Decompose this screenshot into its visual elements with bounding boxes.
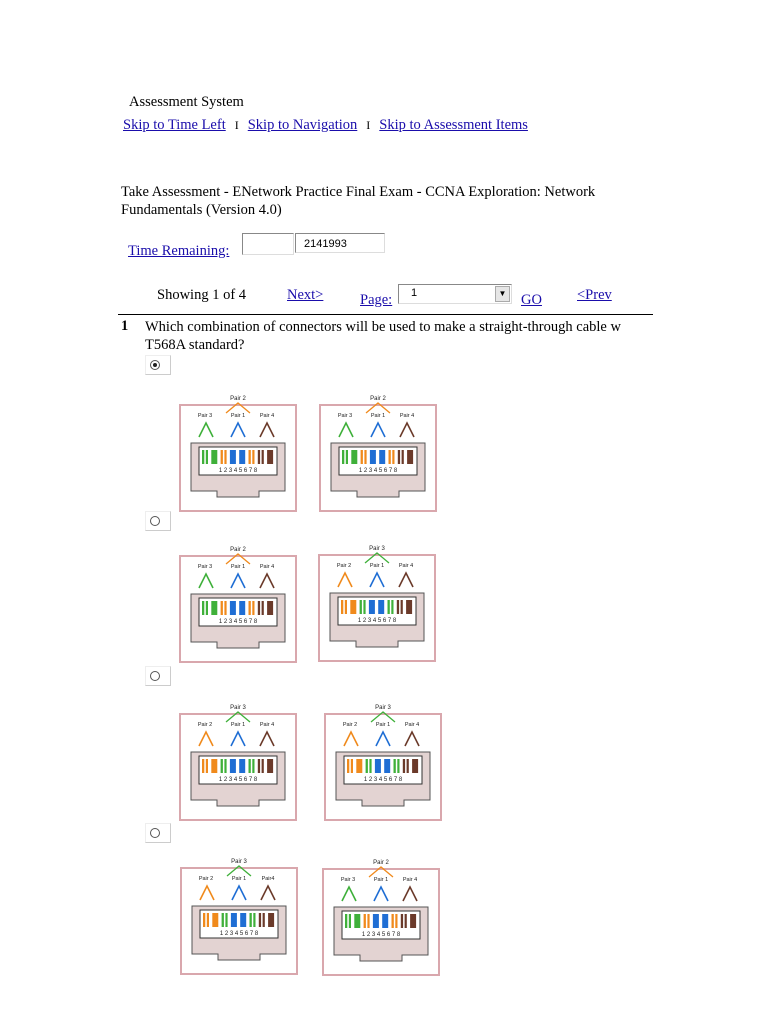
pin-wire	[412, 759, 418, 773]
pair-right-label: Pair 4	[402, 877, 418, 883]
pair-top-label: Pair 3	[230, 705, 246, 711]
pair-mid-label: Pair 1	[230, 722, 246, 728]
pin-stripe	[405, 759, 407, 773]
prev-link[interactable]: <Prev	[577, 287, 612, 303]
time-remaining-link[interactable]: Time Remaining:	[128, 243, 230, 259]
pin-stripe	[347, 914, 349, 928]
pair-left-label: Pair 3	[197, 413, 213, 419]
rj45-connector-image	[180, 856, 298, 976]
pin-stripe	[344, 450, 346, 464]
rj45-connector-image	[322, 857, 440, 977]
pair-mid-label: Pair 1	[369, 563, 385, 569]
option-radio-2[interactable]	[150, 516, 160, 526]
pair-right-label: Pair4	[261, 876, 275, 882]
pair-right-label: Pair 4	[259, 564, 275, 570]
rj45-connector-image	[179, 393, 297, 513]
pin-stripe	[366, 914, 368, 928]
pin-wire	[268, 913, 274, 927]
skip-to-navigation-link[interactable]: Skip to Navigation	[247, 117, 358, 133]
pin-wire	[384, 759, 390, 773]
option-radio-cell-4[interactable]	[145, 823, 171, 843]
pin-stripe	[261, 913, 263, 927]
time-remaining-value: 2141993	[295, 233, 385, 253]
pin-stripe	[399, 600, 401, 614]
rj45-connector-image	[179, 702, 297, 822]
question-text	[145, 318, 655, 354]
pin-wire	[373, 914, 379, 928]
pin-wire	[240, 913, 246, 927]
pair-right-label: Pair 4	[404, 722, 420, 728]
pin-wire	[350, 600, 356, 614]
system-title: Assessment System	[129, 94, 244, 110]
pin-wire	[369, 600, 375, 614]
link-separator: I	[234, 118, 239, 132]
pin-wire	[375, 759, 381, 773]
pin-wire	[406, 600, 412, 614]
pin-wire	[211, 450, 217, 464]
pin-numbers: 1 2 3 4 5 6 7 8	[219, 931, 259, 937]
pin-wire	[230, 759, 236, 773]
rj45-connector-image	[179, 544, 297, 664]
option-radio-4[interactable]	[150, 828, 160, 838]
pair-mid-label: Pair 1	[375, 722, 391, 728]
pin-wire	[239, 759, 245, 773]
pin-stripe	[251, 759, 253, 773]
pair-left-label: Pair 2	[198, 876, 214, 882]
question-text-line1: Which combination of connectors will be used to make a straight-through cable w	[145, 319, 621, 335]
pin-stripe	[252, 913, 254, 927]
pin-wire	[407, 450, 413, 464]
pin-stripe	[363, 450, 365, 464]
option-radio-3[interactable]	[150, 671, 160, 681]
pin-wire	[354, 914, 360, 928]
page-select-value: 1	[411, 287, 418, 299]
pin-stripe	[204, 759, 206, 773]
pair-right-label: Pair 4	[398, 563, 414, 569]
pin-stripe	[368, 759, 370, 773]
pair-right-label: Pair 4	[259, 413, 275, 419]
page-label-link[interactable]: Page:	[360, 292, 393, 308]
pair-left-label: Pair 3	[340, 877, 356, 883]
rj45-connector-image	[318, 543, 436, 663]
pin-numbers: 1 2 3 4 5 6 7 8	[218, 619, 258, 625]
pin-stripe	[223, 601, 225, 615]
pin-wire	[231, 913, 237, 927]
pin-wire	[370, 450, 376, 464]
pair-top-label: Pair 2	[230, 396, 246, 402]
option-radio-cell-3[interactable]	[145, 666, 171, 686]
showing-count: Showing 1 of 4	[157, 287, 247, 303]
pair-left-label: Pair 2	[336, 563, 352, 569]
pin-numbers: 1 2 3 4 5 6 7 8	[357, 618, 397, 624]
pin-wire	[351, 450, 357, 464]
rj45-connector-image	[324, 702, 442, 822]
pin-wire	[230, 450, 236, 464]
pin-wire	[410, 914, 416, 928]
pin-wire	[267, 601, 273, 615]
pin-stripe	[260, 759, 262, 773]
pin-stripe	[349, 759, 351, 773]
pair-mid-label: Pair 1	[230, 413, 246, 419]
pin-stripe	[343, 600, 345, 614]
pin-stripe	[204, 450, 206, 464]
pin-numbers: 1 2 3 4 5 6 7 8	[218, 468, 258, 474]
pair-top-label: Pair 3	[231, 859, 247, 865]
option-radio-cell-1[interactable]	[145, 355, 171, 375]
pin-stripe	[260, 450, 262, 464]
go-button[interactable]: GO	[521, 292, 542, 308]
pair-top-label: Pair 2	[370, 396, 386, 402]
pair-mid-label: Pair 1	[373, 877, 389, 883]
pair-top-label: Pair 2	[373, 860, 389, 866]
pin-stripe	[403, 914, 405, 928]
pin-stripe	[205, 913, 207, 927]
pin-numbers: 1 2 3 4 5 6 7 8	[361, 932, 401, 938]
pin-wire	[211, 601, 217, 615]
question-text-line2: T568A standard?	[145, 337, 245, 353]
pin-numbers: 1 2 3 4 5 6 7 8	[358, 468, 398, 474]
page-select[interactable]	[398, 284, 512, 304]
pin-stripe	[251, 601, 253, 615]
pin-wire	[382, 914, 388, 928]
pair-mid-label: Pair 1	[370, 413, 386, 419]
pin-numbers: 1 2 3 4 5 6 7 8	[363, 777, 403, 783]
pin-wire	[267, 759, 273, 773]
pair-right-label: Pair 4	[259, 722, 275, 728]
pin-stripe	[394, 914, 396, 928]
pin-stripe	[251, 450, 253, 464]
assessment-title: Take Assessment - ENetwork Practice Final Exam - CCNA Exploration: Network Fundamentals (Version 4.0)	[121, 184, 596, 218]
option-radio-1[interactable]	[150, 360, 160, 370]
divider	[118, 314, 653, 315]
time-display-box	[242, 233, 294, 255]
pin-stripe	[390, 600, 392, 614]
pin-stripe	[362, 600, 364, 614]
pair-top-label: Pair 2	[230, 547, 246, 553]
skip-links	[123, 117, 528, 134]
link-separator: I	[366, 118, 371, 132]
pair-left-label: Pair 2	[197, 722, 213, 728]
pin-stripe	[204, 601, 206, 615]
pin-wire	[239, 601, 245, 615]
pin-wire	[230, 601, 236, 615]
chevron-down-icon[interactable]: ▼	[495, 286, 510, 302]
pin-stripe	[400, 450, 402, 464]
pin-wire	[378, 600, 384, 614]
option-radio-cell-2[interactable]	[145, 511, 171, 531]
skip-to-assessment-items-link[interactable]: Skip to Assessment Items	[379, 117, 528, 133]
pair-left-label: Pair 3	[337, 413, 353, 419]
pin-wire	[356, 759, 362, 773]
pin-stripe	[396, 759, 398, 773]
pair-left-label: Pair 2	[342, 722, 358, 728]
pin-wire	[212, 913, 218, 927]
pin-stripe	[260, 601, 262, 615]
pin-wire	[239, 450, 245, 464]
pair-top-label: Pair 3	[369, 546, 385, 552]
pin-wire	[379, 450, 385, 464]
skip-to-time-left-link[interactable]: Skip to Time Left	[123, 117, 226, 133]
next-link[interactable]: Next>	[287, 287, 324, 303]
question-number: 1	[121, 318, 129, 334]
pair-mid-label: Pair 1	[230, 564, 246, 570]
pin-wire	[267, 450, 273, 464]
pin-numbers: 1 2 3 4 5 6 7 8	[218, 777, 258, 783]
pair-left-label: Pair 3	[197, 564, 213, 570]
pair-right-label: Pair 4	[399, 413, 415, 419]
rj45-connector-image	[319, 393, 437, 513]
pair-mid-label: Pair 1	[231, 876, 247, 882]
pair-top-label: Pair 3	[375, 705, 391, 711]
pin-stripe	[223, 759, 225, 773]
pin-stripe	[391, 450, 393, 464]
pin-stripe	[224, 913, 226, 927]
pin-stripe	[223, 450, 225, 464]
pin-wire	[211, 759, 217, 773]
